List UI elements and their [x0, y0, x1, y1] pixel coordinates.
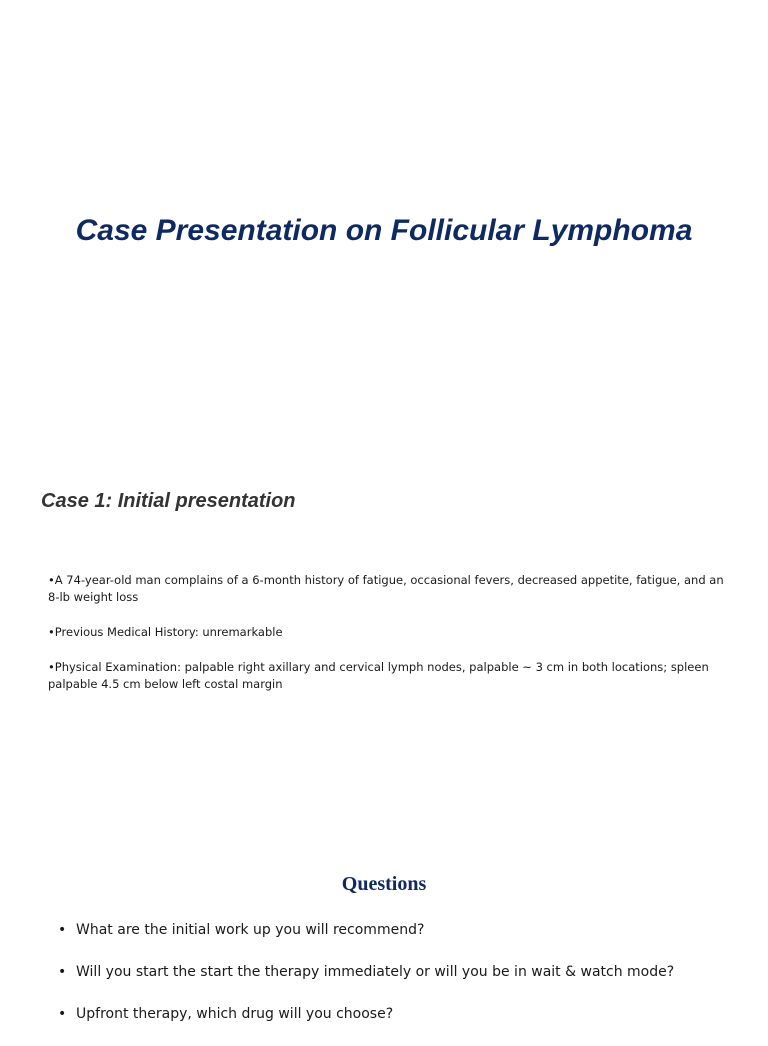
bullet-icon: •: [58, 1006, 67, 1022]
case-detail-item: •A 74-year-old man complains of a 6-month history of fatigue, occasional fevers, decreased appetite, fatigue, and an 8-lb weight loss: [48, 573, 724, 604]
question-text: Upfront therapy, which drug will you choose?: [76, 1006, 394, 1022]
question-item: [58, 1004, 738, 1046]
question-item: [58, 920, 738, 962]
case-heading: Case 1: Initial presentation: [41, 490, 296, 512]
questions-list: [58, 920, 738, 1046]
bullet-icon: •: [58, 964, 67, 980]
case-details-list: [48, 572, 738, 711]
bullet-icon: •: [58, 922, 67, 938]
case-detail-item: •Physical Examination: palpable right axillary and cervical lymph nodes, palpable ~ 3 cm in both locations; spleen palpable 4.5 cm below left costal margin: [48, 660, 709, 691]
page-title: Case Presentation on Follicular Lymphoma: [75, 214, 693, 247]
question-text: What are the initial work up you will recommend?: [76, 922, 425, 938]
case-detail-item: •Previous Medical History: unremarkable: [48, 625, 283, 639]
question-text: Will you start the start the therapy immediately or will you be in wait & watch mode?: [76, 964, 675, 980]
question-item: [58, 962, 738, 1004]
questions-heading: Questions: [341, 873, 427, 895]
